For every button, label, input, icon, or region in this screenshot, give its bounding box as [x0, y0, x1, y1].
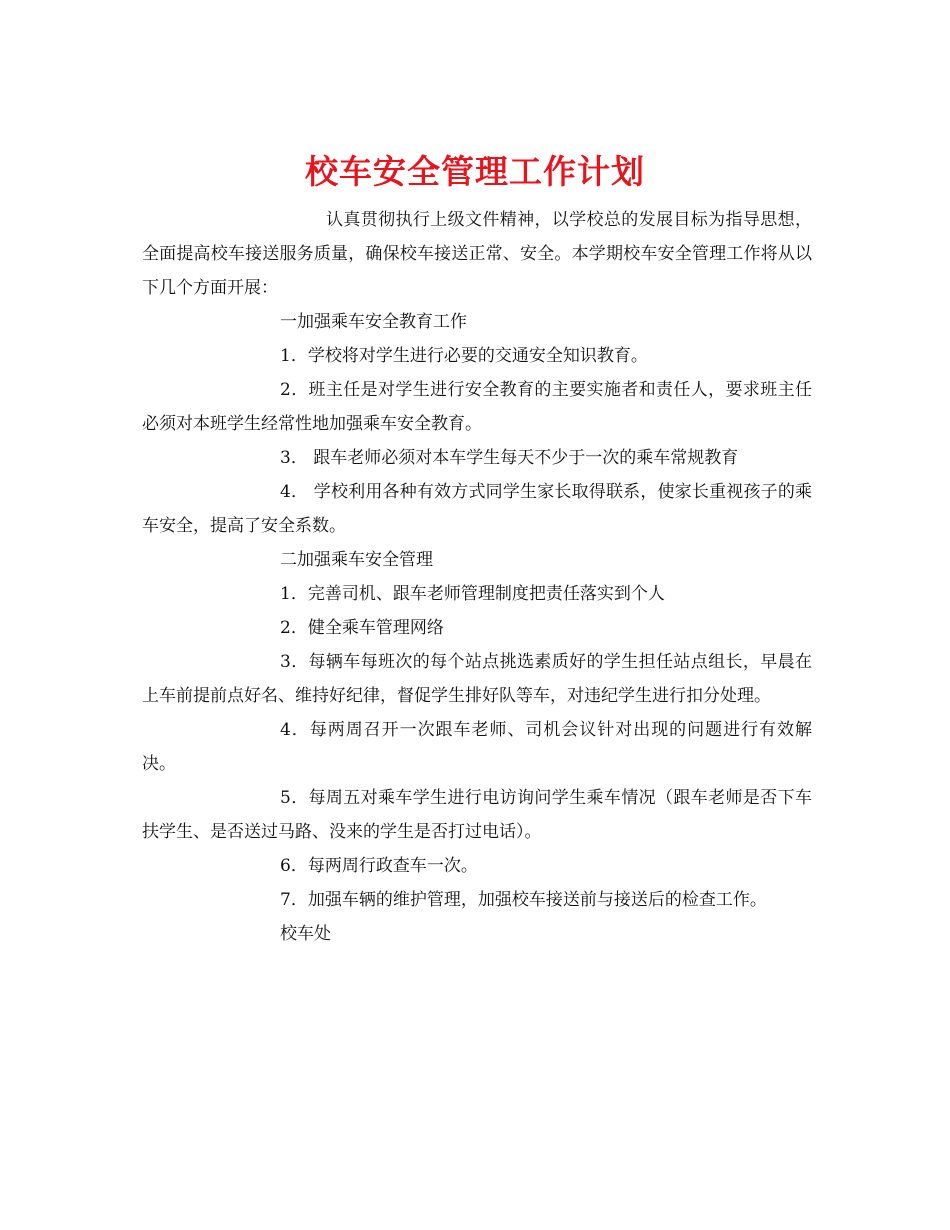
education-item-2: 2．班主任是对学生进行安全教育的主要实施者和责任人，要求班主任必须对本班学生经常性地加强乘车安全教育。 [142, 380, 812, 434]
education-item-1: 1．学校将对学生进行必要的交通安全知识教育。 [280, 346, 648, 366]
management-item-3: 3．每辆车每班次的每个站点挑选素质好的学生担任站点组长，早晨在上车前提前点好名、维持好纪律，督促学生排好队等车，对违纪学生进行扣分处理。 [142, 652, 812, 706]
signature-department: 校车处 [280, 924, 331, 944]
management-item-7: 7．加强车辆的维护管理，加强校车接送前与接送后的检查工作。 [280, 890, 767, 910]
management-item-2: 2．健全乘车管理网络 [280, 618, 444, 638]
section-heading-education: 一加强乘车安全教育工作 [280, 312, 467, 332]
education-item-3: 3． 跟车老师必须对本车学生每天不少于一次的乘车常规教育 [280, 448, 739, 468]
management-item-1: 1．完善司机、跟车老师管理制度把责任落实到个人 [280, 584, 665, 604]
intro-paragraph: 认真贯彻执行上级文件精神，以学校总的发展目标为指导思想，全面提高校车接送服务质量，确保校车接送正常、安全。本学期校车安全管理工作将从以下几个方面开展： [142, 210, 812, 298]
management-item-5: 5．每周五对乘车学生进行电访询问学生乘车情况（跟车老师是否下车扶学生、是否送过马路、没来的学生是否打过电话）。 [142, 788, 812, 842]
document-title: 校车安全管理工作计划 [305, 152, 645, 192]
section-heading-management: 二加强乘车安全管理 [280, 550, 433, 570]
management-item-4: 4．每两周召开一次跟车老师、司机会议针对出现的问题进行有效解决。 [142, 720, 812, 774]
management-item-6: 6．每两周行政查车一次。 [280, 856, 478, 876]
education-item-4: 4． 学校利用各种有效方式同学生家长取得联系，使家长重视孩子的乘车安全，提高了安全系数。 [142, 482, 812, 536]
document-body [142, 203, 812, 951]
